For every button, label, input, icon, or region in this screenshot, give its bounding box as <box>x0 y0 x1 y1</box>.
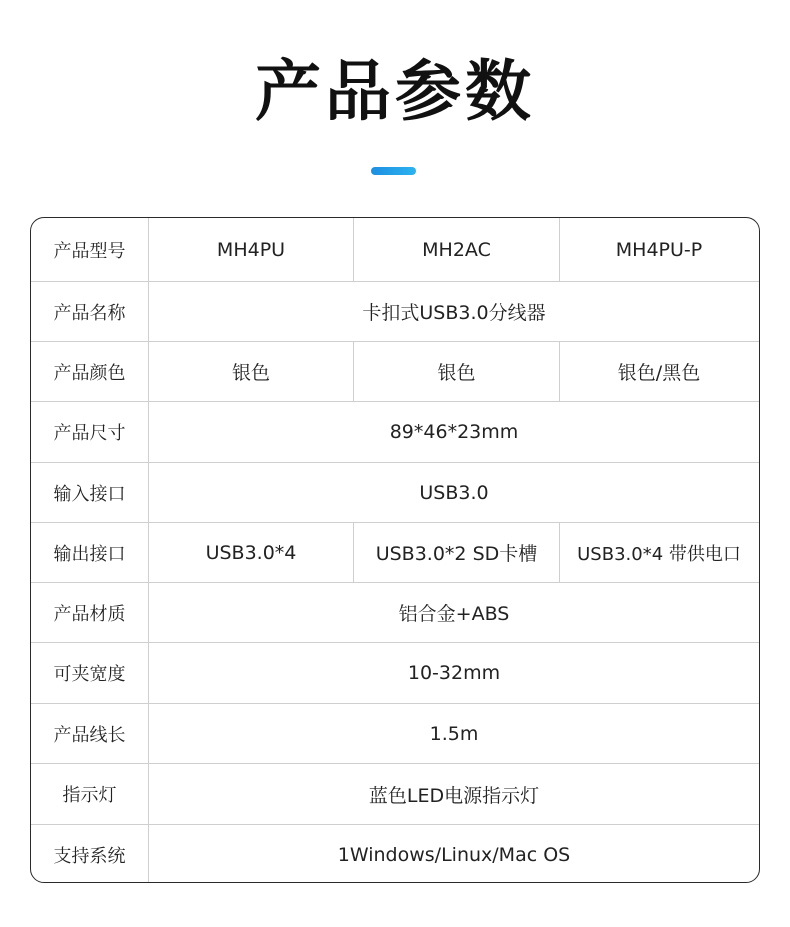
table-cell: 银色 <box>149 342 354 401</box>
row-label: 产品名称 <box>31 282 149 341</box>
table-cell: USB3.0*4 <box>149 523 354 582</box>
table-cell: 银色 <box>354 342 560 401</box>
table-row-model <box>31 218 759 282</box>
title-accent-bar <box>371 167 416 175</box>
table-cell: MH2AC <box>354 218 560 281</box>
table-row-input <box>31 463 759 523</box>
table-cell: MH4PU-P <box>615 238 703 261</box>
table-row-clamp-width <box>31 643 759 704</box>
table-cell: USB3.0 <box>419 481 489 504</box>
table-cell: 1Windows/Linux/Mac OS <box>337 843 571 866</box>
row-label: 支持系统 <box>31 825 149 883</box>
page-title: 产品参数 <box>255 53 535 130</box>
table-cell: 蓝色LED电源指示灯 <box>368 784 540 807</box>
row-label: 输入接口 <box>31 463 149 522</box>
row-label: 指示灯 <box>31 764 149 824</box>
row-label: 输出接口 <box>31 523 149 582</box>
table-cell: 铝合金+ABS <box>398 603 510 625</box>
table-row-material <box>31 583 759 643</box>
table-cell: USB3.0*2 SD卡槽 <box>354 523 560 582</box>
table-cell: 卡扣式USB3.0分线器 <box>362 302 546 324</box>
row-label: 产品型号 <box>31 218 149 281</box>
table-cell: 1.5m <box>429 722 479 745</box>
table-cell: 89*46*23mm <box>389 421 519 443</box>
row-label: 可夹宽度 <box>31 643 149 703</box>
row-label: 产品线长 <box>31 704 149 763</box>
row-label: 产品颜色 <box>31 342 149 401</box>
table-row-os <box>31 825 759 883</box>
table-row-name <box>31 282 759 342</box>
table-row-color <box>31 342 759 402</box>
row-label: 产品材质 <box>31 583 149 642</box>
table-row-output <box>31 523 759 583</box>
table-cell: USB3.0*4 带供电口 <box>577 543 741 565</box>
row-label: 产品尺寸 <box>31 402 149 462</box>
table-cell: 10-32mm <box>407 662 501 684</box>
table-cell: 银色/黑色 <box>617 362 701 384</box>
spec-table <box>30 217 760 883</box>
table-row-cable-length <box>31 704 759 764</box>
table-cell: MH4PU <box>149 218 354 281</box>
table-row-size <box>31 402 759 463</box>
table-row-indicator <box>31 764 759 825</box>
